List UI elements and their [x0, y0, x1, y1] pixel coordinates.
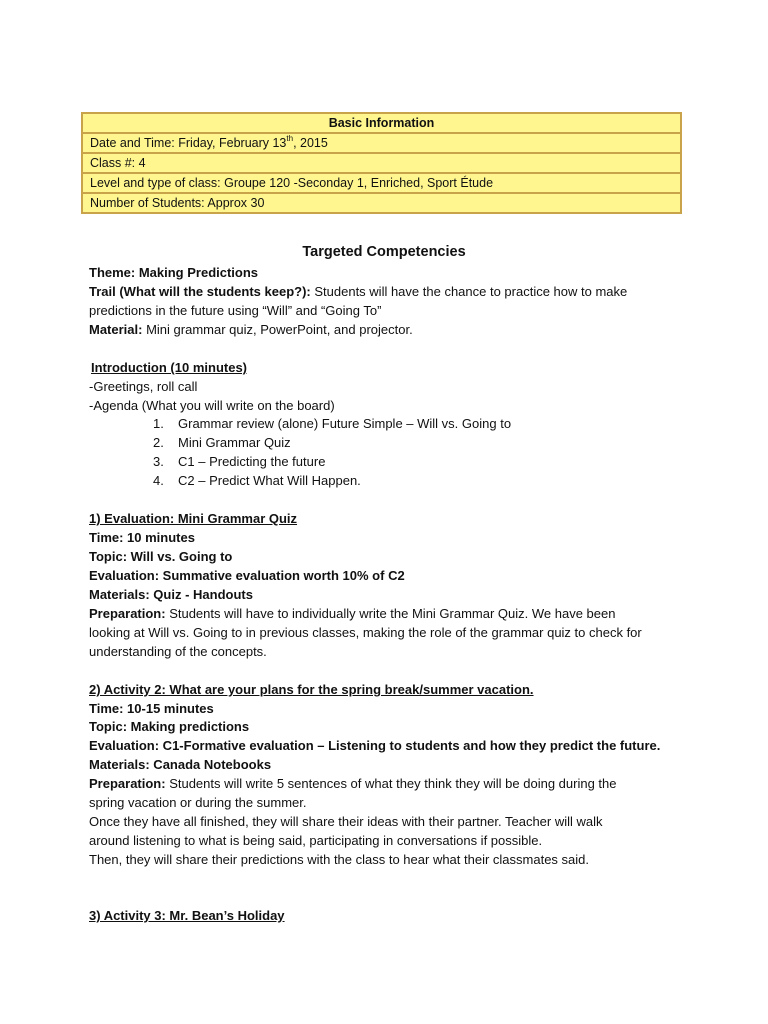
section2-preparation-2: spring vacation or during the summer.	[89, 795, 307, 810]
students-row: Number of Students: Approx 30	[82, 193, 681, 213]
basic-information-header: Basic Information	[82, 113, 681, 133]
trail-line-2: predictions in the future using “Will” and “Going To”	[89, 303, 382, 318]
section2-time: Time: 10-15 minutes	[89, 701, 214, 716]
basic-information-table	[81, 112, 682, 214]
greetings-line: -Greetings, roll call	[89, 379, 198, 394]
section2-topic: Topic: Making predictions	[89, 719, 250, 734]
agenda-line: -Agenda (What you will write on the board)	[89, 398, 335, 413]
section1-evaluation: Evaluation: Summative evaluation worth 10% of C2	[89, 568, 405, 583]
material-line: Material: Mini grammar quiz, PowerPoint, and projector.	[89, 322, 413, 337]
agenda-item: 4. C2 – Predict What Will Happen.	[153, 473, 361, 488]
section1-materials: Materials: Quiz - Handouts	[89, 587, 253, 602]
section2-materials: Materials: Canada Notebooks	[89, 757, 272, 772]
section2-paragraph-3: Then, they will share their predictions with the class to hear what their classmates said.	[89, 852, 590, 867]
section1-preparation: Preparation: Students will have to individually write the Mini Grammar Quiz. We have been	[89, 606, 616, 621]
section2-paragraph-2: around listening to what is being said, participating in conversations if possible.	[89, 833, 543, 848]
targeted-competencies-heading: Targeted Competencies	[302, 244, 466, 260]
class-number-row: Class #: 4	[82, 153, 681, 173]
section3-title: 3) Activity 3: Mr. Bean’s Holiday	[89, 908, 285, 923]
agenda-item: 2. Mini Grammar Quiz	[153, 435, 291, 450]
level-row: Level and type of class: Groupe 120 -Seconday 1, Enriched, Sport Étude	[82, 173, 681, 193]
agenda-item: 1. Grammar review (alone) Future Simple – Will vs. Going to	[153, 416, 512, 431]
section2-paragraph: Once they have all finished, they will share their ideas with their partner. Teacher will walk	[89, 814, 603, 829]
section1-time: Time: 10 minutes	[89, 530, 195, 545]
section1-preparation-2: looking at Will vs. Going to in previous classes, making the role of the grammar quiz to check for	[89, 625, 642, 640]
section2-evaluation: Evaluation: C1-Formative evaluation – Listening to students and how they predict the future.	[89, 738, 661, 753]
theme-line: Theme: Making Predictions	[89, 265, 259, 280]
section2-title: 2) Activity 2: What are your plans for the spring break/summer vacation.	[89, 682, 534, 697]
agenda-item: 3. C1 – Predicting the future	[153, 454, 326, 469]
introduction-title: Introduction (10 minutes)	[91, 360, 247, 375]
section1-topic: Topic: Will vs. Going to	[89, 549, 233, 564]
date-time-row: Date and Time: Friday, February 13th, 2015	[82, 133, 681, 153]
section2-preparation: Preparation: Students will write 5 sentences of what they think they will be doing during the	[89, 776, 617, 791]
section1-title: 1) Evaluation: Mini Grammar Quiz	[89, 511, 298, 526]
trail-line: Trail (What will the students keep?): Students will have the chance to practice how to make	[89, 284, 628, 299]
section1-preparation-3: understanding of the concepts.	[89, 644, 267, 659]
